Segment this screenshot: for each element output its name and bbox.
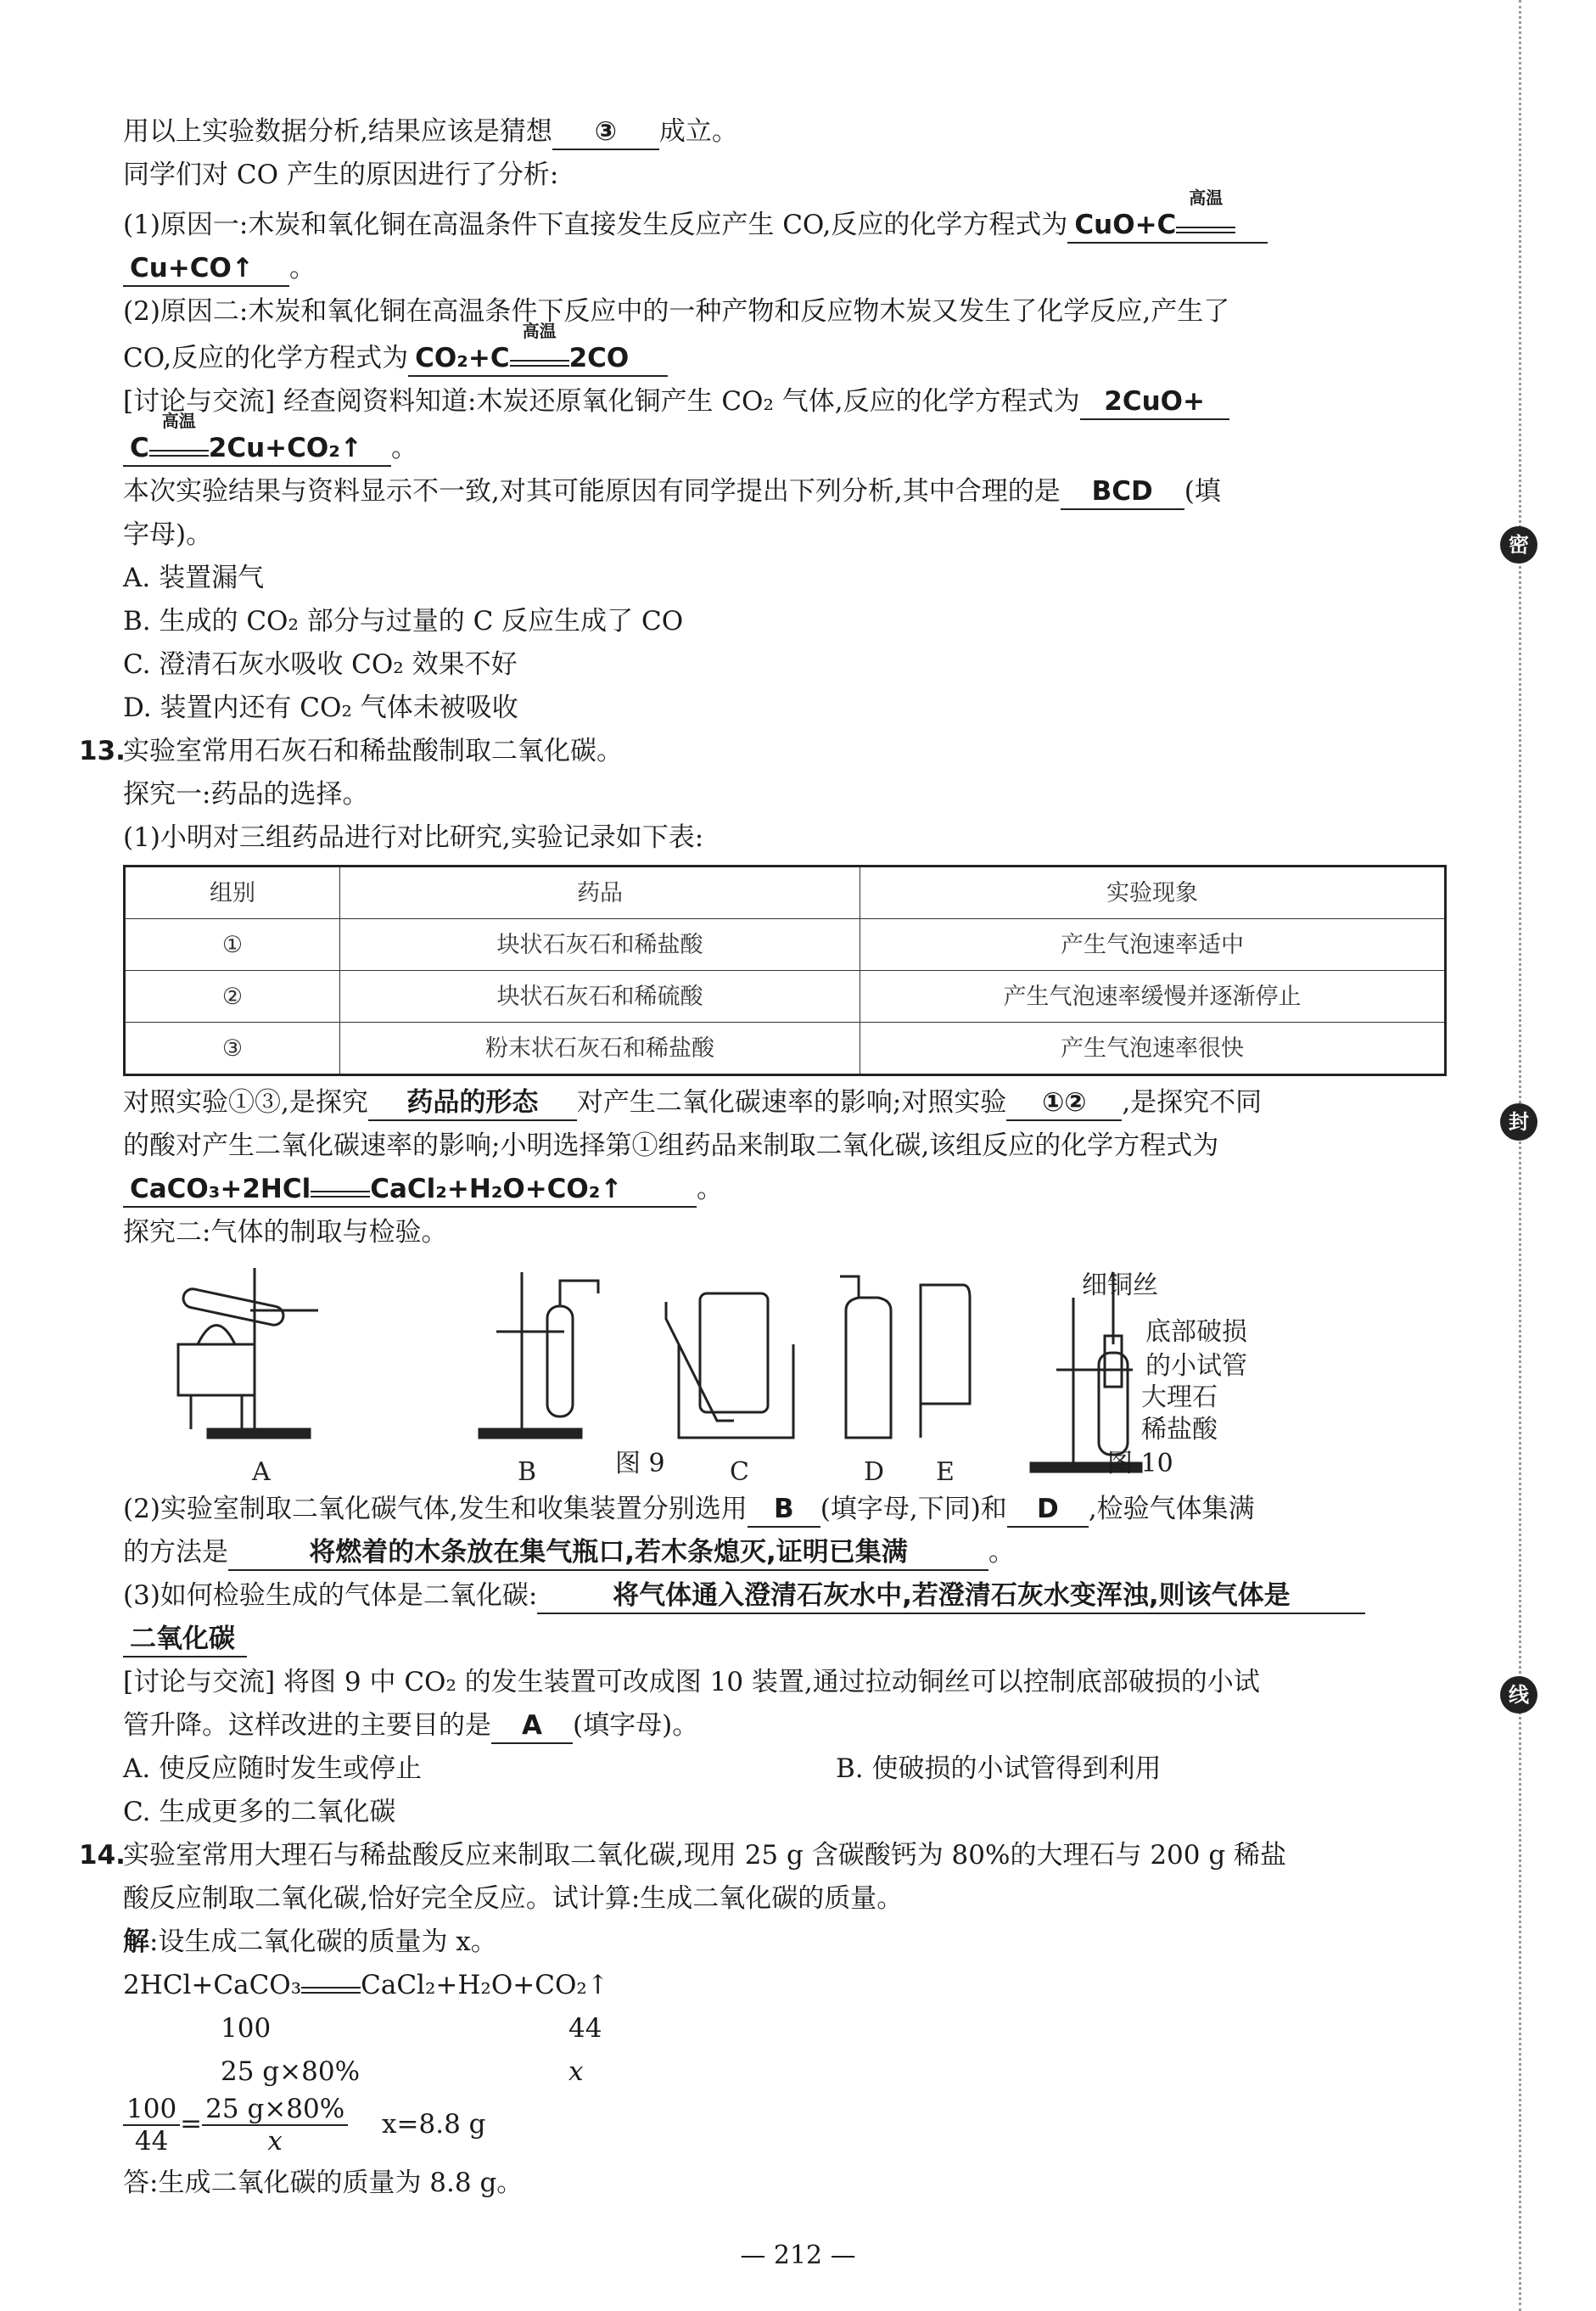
part3-line2 <box>123 1618 1447 1661</box>
table-row: ① 块状石灰石和稀盐酸 产生气泡速率适中 <box>125 919 1446 971</box>
answer-blank: 将燃着的木条放在集气瓶口,若木条熄灭,证明已集满 <box>228 1535 988 1571</box>
label-c: C <box>730 1457 749 1484</box>
options-row: A. 使反应随时发生或停止 B. 使破损的小试管得到利用 <box>123 1753 1162 1784</box>
binding-line <box>1519 0 1523 2311</box>
answer-blank: CaCO₃+2HCl CaCl₂+H₂O+CO₂↑ <box>123 1172 697 1208</box>
answer-blank: 二氧化碳 <box>123 1622 247 1658</box>
answer-blank: 将气体通入澄清石灰水中,若澄清石灰水变浑浊,则该气体是 <box>537 1579 1365 1614</box>
reaction-equation: 2HCl+CaCO₃ CaCl₂+H₂O+CO₂↑ <box>123 1970 609 2000</box>
label-d: D <box>864 1457 885 1484</box>
answer-blank: 药品的形态 <box>368 1085 577 1121</box>
option-a: A. 装置漏气 <box>123 563 265 593</box>
question-number: 13. <box>79 736 126 766</box>
option-b: B. 生成的 CO₂ 部分与过量的 C 反应生成了 CO <box>123 606 684 637</box>
answer-blank: ①② <box>1006 1085 1122 1121</box>
solution-intro: 解:设生成二氧化碳的质量为 x。 <box>123 1927 497 1957</box>
question-number: 14. <box>79 1840 126 1871</box>
answer-blank: BCD <box>1061 474 1184 510</box>
label-e: E <box>936 1457 955 1484</box>
label-a: A <box>252 1457 271 1484</box>
answer-blank: Cu+CO↑ <box>123 251 289 287</box>
discussion1-cont: C 高温 2Cu+CO₂↑ 。 <box>123 427 1447 470</box>
figure-captions <box>123 1449 1447 1488</box>
discussion1: [讨论与交流] 经查阅资料知道:木炭还原氧化铜产生 CO₂ 气体,反应的化学方程式为 2CuO+ <box>123 380 1447 423</box>
part2-line1: (2)实验室制取二氧化碳气体,发生和收集装置分别选用 B (填字母,下同)和 D ,检验气体集满 <box>123 1488 1447 1531</box>
table-row: ② 块状石灰石和稀硫酸 产生气泡速率缓慢并逐渐停止 <box>125 971 1446 1023</box>
reason2: (2)原因二:木炭和氧化铜在高温条件下反应中的一种产物和反应物木炭又发生了化学反应,产生了 <box>123 296 1230 327</box>
part3-line1: (3)如何检验生成的气体是二氧化碳: 将气体通入澄清石灰水中,若澄清石灰水变浑浊,则该气体是 <box>123 1574 1447 1618</box>
seal-feng: 封 <box>1500 1103 1537 1141</box>
question-14: 14. 实验室常用大理石与稀盐酸反应来制取二氧化碳,现用 25 g 含碳酸钙为 80%的大理石与 200 g 稀盐 酸反应制取二氧化碳,恰好完全反应。试计算:生成二氧化碳的质量。 解:设生成二氧化碳的质量为 x。 2HCl+CaCO₃ CaCl₂+H₂O+CO₂↑ 100 44 25 g×80% x $\frac{100}{44}$ = $\frac{25 g\times 80\%}{x}$ x=8.8 g 答:生成二氧化碳的质量为 8.8 g。 <box>123 1834 1447 2205</box>
option-d: D. 装置内还有 CO₂ 气体未被吸收 <box>123 693 518 723</box>
table-header: 组别 <box>125 867 340 919</box>
table-row: ③ 粉末状石灰石和稀盐酸 产生气泡速率很快 <box>125 1023 1446 1075</box>
label-acid: 稀盐酸 <box>1141 1415 1218 1444</box>
discussion2: 本次实验结果与资料显示不一致,对其可能原因有同学提出下列分析,其中合理的是 BCD (填 <box>123 470 1447 513</box>
reason2-cont: CO,反应的化学方程式为 CO₂+C 高温 2CO <box>123 337 1447 380</box>
answer-blank: CuO+C 高温 <box>1067 208 1268 244</box>
seal-xian: 线 <box>1500 1676 1537 1714</box>
label-stone: 大理石 <box>1141 1383 1218 1412</box>
table-header: 实验现象 <box>860 867 1446 919</box>
label-tube2: 的小试管 <box>1145 1351 1247 1381</box>
answer-blank: CO₂+C 高温 2CO <box>408 341 668 377</box>
label-wire: 细铜丝 <box>1082 1270 1158 1300</box>
fig9-caption: 图 9 <box>615 1449 665 1478</box>
fig10-caption: 图 10 <box>1107 1449 1173 1478</box>
answer-blank: A <box>491 1708 573 1744</box>
answer-blank: 2CuO+ <box>1080 384 1229 420</box>
reason1-cont: Cu+CO↑ 。 <box>123 247 1447 290</box>
reason1: (1)原因一:木炭和氧化铜在高温条件下直接发生反应产生 CO,反应的化学方程式为 CuO+C 高温 <box>123 204 1447 247</box>
proportion: $\frac{100}{44}$ = $\frac{25 g\times 80\%}{x}$ x=8.8 g <box>123 2094 1447 2162</box>
label-tube1: 底部破损 <box>1145 1317 1247 1347</box>
page-content: 用以上实验数据分析,结果应该是猜想 ③ 成立。 同学们对 CO 产生的原因进行了分析: (1)原因一:木炭和氧化铜在高温条件下直接发生反应产生 CO,反应的化学方程式为 CuO+C 高温 Cu+CO↑ 。 (2)原因二:木炭和氧化铜在高温条件下反应中的一种产物和反应物木炭又发生了化学反应,产生了 CO,反应的化学方程式为 CO₂+C 高温 2CO [讨论与交流] 经查阅资料知道:木炭还原氧化铜产生 CO₂ 气体,反应的化学方程式为 2CuO+ C 高温 2Cu+CO₂↑ 。 本次实验结果与资料显示不一致,对其可能原因有同学提出下列分析,其中合理的是 BCD (填 字母)。 A. 装置漏气 B. 生成的 CO₂ 部分与过量的 C 反应生成了 CO C. 澄清石灰水吸收 CO₂ 效果不好 D. 装置内还有 CO₂ 气体未被吸收 13. 实验室常用石灰石和稀盐酸制取二氧化碳。 探究一:药品的选择。 (1)小明对三组药品进行对比研究,实验记录如下表: 组别 药品 实验现象 ① 块状石灰石和稀盐酸 产生气泡速率适中 ② 块状石灰石和稀硫酸 产生气泡速率缓慢并逐渐停止 ③ 粉末状石灰石和稀盐酸 产生气泡速率很快 对照实验①③,是探究 药品的形态 对产生二氧化碳速率的影响;对照实验 ①② ,是探究不同 的酸对产生二氧化碳速率的影响;小明选择第①组药品来制取二氧化碳,该组反应的化学方程式为 CaCO₃+2HCl CaCl₂+H₂O+CO₂↑ 。 探究二:气体的制取与检验。 A B C D E 细铜丝 底部破损 的小试管 大理石 稀盐酸 图 9 图 10 (2)实验室制取二氧化碳气体,发生和收集装置分别选用 B (填字母,下同)和 D ,检验气体集满 的方法是 将燃着的木条放在集气瓶口,若木条熄灭,证明已集满 。 (3)如何检验生成的气体是二氧化碳: 将气体通入澄清石灰水中,若澄清石灰水变浑浊,则该气体是 二氧化碳 [讨论与交流] 将图 9 中 CO₂ 的发生装置可改成图 10 装置,通过拉动铜丝可以控制底部破损的小试 管升降。这样改进的主要目的是 A (填字母)。 A. 使反应随时发生或停止 B. 使破损的小试管得到利用 C. 生成更多的二氧化碳 14. 实验室常用大理石与稀盐酸反应来制取二氧化碳,现用 25 g 含碳酸钙为 80%的大理石与 200 g 稀盐 酸反应制取二氧化碳,恰好完全反应。试计算:生成二氧化碳的质量。 解:设生成二氧化碳的质量为 x。 2HCl+CaCO₃ CaCl₂+H₂O+CO₂↑ 100 44 25 g×80% x $\frac{100}{44}$ = $\frac{25 g\times 80\%}{x}$ x=8.8 g 答:生成二氧化碳的质量为 8.8 g。 <box>123 110 1447 2205</box>
comparison-line1: 对照实验①③,是探究 药品的形态 对产生二氧化碳速率的影响;对照实验 ①② ,是探究不同 <box>123 1081 1447 1125</box>
p12-line1: 用以上实验数据分析,结果应该是猜想 ③ 成立。 <box>123 110 1447 154</box>
option-c: C. 澄清石灰水吸收 CO₂ 效果不好 <box>123 649 518 680</box>
p12-line2: 同学们对 CO 产生的原因进行了分析: <box>123 160 559 190</box>
apparatus-drawing <box>123 1259 1447 1484</box>
figure-apparatus <box>123 1259 1447 1484</box>
answer-blank: ③ <box>552 115 659 150</box>
answer-blank: C 高温 2Cu+CO₂↑ <box>123 431 391 467</box>
purpose-line: 管升降。这样改进的主要目的是 A (填字母)。 <box>123 1704 1447 1747</box>
experiment-table <box>123 865 1447 1076</box>
page-number: — 212 — <box>740 2241 856 2270</box>
answer-blank: B <box>748 1492 820 1528</box>
comparison-line3: CaCO₃+2HCl CaCl₂+H₂O+CO₂↑ 。 <box>123 1168 1447 1211</box>
table-header: 药品 <box>340 867 860 919</box>
part2-line2: 的方法是 将燃着的木条放在集气瓶口,若木条熄灭,证明已集满 。 <box>123 1531 1447 1574</box>
seal-mi: 密 <box>1500 526 1537 564</box>
question-13: 13. 实验室常用石灰石和稀盐酸制取二氧化碳。 探究一:药品的选择。 (1)小明对三组药品进行对比研究,实验记录如下表: 组别 药品 实验现象 ① 块状石灰石和稀盐酸 产生气泡速率适中 ② 块状石灰石和稀硫酸 产生气泡速率缓慢并逐渐停止 ③ 粉末状石灰石和稀盐酸 产生气泡速率很快 对照实验①③,是探究 药品的形态 对产生二氧化碳速率的影响;对照实验 ①② ,是探究不同 的酸对产生二氧化碳速率的影响;小明选择第①组药品来制取二氧化碳,该组反应的化学方程式为 CaCO₃+2HCl CaCl₂+H₂O+CO₂↑ 。 探究二:气体的制取与检验。 A B C D E 细铜丝 底部破损 的小试管 大理石 稀盐酸 图 9 图 10 (2)实验室制取二氧化碳气体,发生和收集装置分别选用 B (填字母,下同)和 D ,检验气体集满 的方法是 将燃着的木条放在集气瓶口,若木条熄灭,证明已集满 。 (3)如何检验生成的气体是二氧化碳: 将气体通入澄清石灰水中,若澄清石灰水变浑浊,则该气体是 二氧化碳 [讨论与交流] 将图 9 中 CO₂ 的发生装置可改成图 10 装置,通过拉动铜丝可以控制底部破损的小试 管升降。这样改进的主要目的是 A (填字母)。 A. 使反应随时发生或停止 B. 使破损的小试管得到利用 C. 生成更多的二氧化碳 <box>123 730 1447 1834</box>
label-b: B <box>518 1457 537 1484</box>
answer-blank: D <box>1007 1492 1089 1528</box>
